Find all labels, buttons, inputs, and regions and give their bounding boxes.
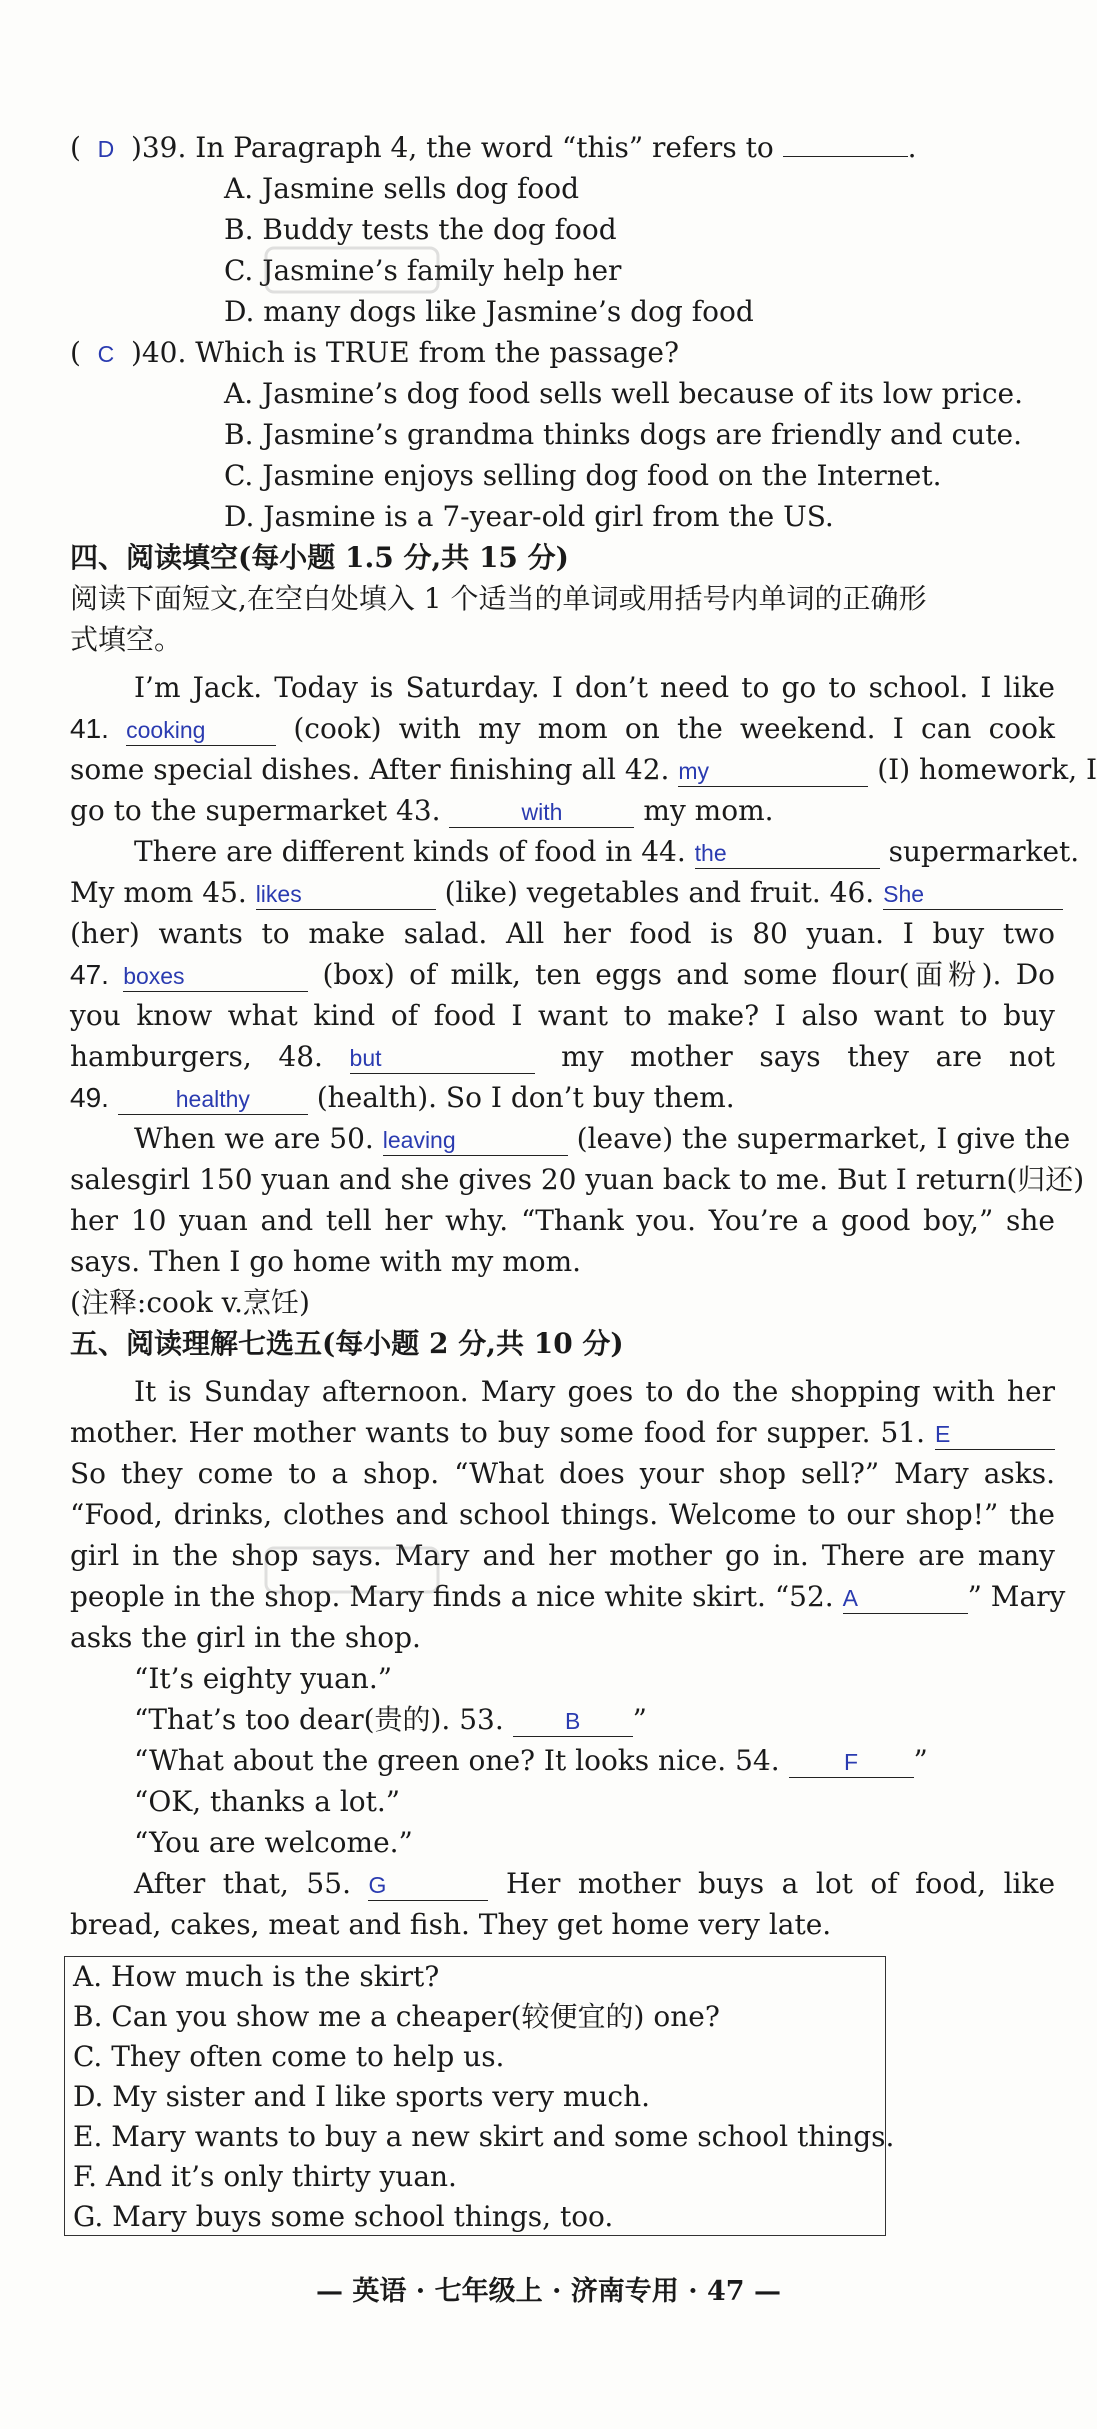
option-e: E. Mary wants to buy a new skirt and some school things. [73, 2120, 895, 2153]
passage-4-line-14: her 10 yuan and tell her why. “Thank you. You’re a good boy,” she [70, 1204, 1055, 1237]
section-4-instruction-2: 式填空。 [70, 623, 183, 656]
passage-4-line-12: When we are 50. leaving (leave) the supermarket, I give the [134, 1122, 1071, 1155]
answer-39: D [97, 136, 115, 162]
passage-4-line-10: hamburgers, 48. but my mother says they are not [70, 1040, 1055, 1073]
passage-4-line-13: salesgirl 150 yuan and she gives 20 yuan back to me. But I return(归还) [70, 1163, 1085, 1196]
q39-option-b: B. Buddy tests the dog food [224, 213, 617, 246]
blank-50: leaving [383, 1125, 568, 1156]
section-4-instruction-1: 阅读下面短文,在空白处填入 1 个适当的单词或用括号内单词的正确形 [70, 582, 927, 615]
blank-41: cooking [126, 715, 276, 746]
blank-39 [783, 156, 908, 157]
watermark-mark [262, 240, 442, 300]
passage-4-line-4: go to the supermarket 43. with my mom. [70, 794, 774, 827]
passage-4-note: (注释:cook v.烹饪) [70, 1286, 310, 1319]
passage-4-line-1: I’m Jack. Today is Saturday. I don’t need to go to school. I like [134, 671, 1055, 704]
blank-49: healthy [118, 1084, 308, 1115]
watermark-mark [262, 1540, 442, 1600]
passage-5-line-3: So they come to a shop. “What does your shop sell?” Mary asks. [70, 1457, 1055, 1490]
q40-option-b: B. Jasmine’s grandma thinks dogs are friendly and cute. [224, 418, 1022, 451]
passage-5-line-11: “OK, thanks a lot.” [134, 1785, 401, 1818]
passage-5-line-2: mother. Her mother wants to buy some food for supper. 51. E [70, 1412, 1055, 1453]
option-d: D. My sister and I like sports very much. [73, 2080, 651, 2113]
passage-5-line-8: “It’s eighty yuan.” [134, 1662, 393, 1695]
blank-47: boxes [123, 961, 308, 992]
q39-option-a: A. Jasmine sells dog food [224, 172, 580, 205]
blank-53: B [513, 1706, 633, 1737]
blank-52: A [843, 1583, 968, 1614]
passage-5-line-14: bread, cakes, meat and fish. They get home very late. [70, 1908, 832, 1941]
option-a: A. How much is the skirt? [73, 1960, 440, 1993]
section-5-title: 五、阅读理解七选五(每小题 2 分,共 10 分) [70, 1327, 624, 1360]
passage-5-line-6: people in the shop. Mary finds a nice white skirt. “52. A ” Mary [70, 1580, 1066, 1613]
answer-40: C [97, 341, 115, 367]
blank-45: likes [256, 879, 436, 910]
question-39-stem: ( D )39. In Paragraph 4, the word “this” refers to . [70, 127, 1055, 170]
passage-4-line-9: you know what kind of food I want to make? I also want to buy [70, 999, 1055, 1032]
blank-51: E [935, 1419, 1055, 1450]
passage-5-line-4: “Food, drinks, clothes and school things. Welcome to our shop!” the [70, 1498, 1055, 1531]
passage-5-line-9: “That’s too dear(贵的). 53. B ” [134, 1703, 647, 1736]
blank-55: G [368, 1870, 488, 1901]
passage-4-line-11: 49. healthy (health). So I don’t buy them. [70, 1081, 735, 1114]
blank-42: my [678, 756, 868, 787]
passage-5-line-13: After that, 55. G Her mother buys a lot of food, like [134, 1867, 1056, 1900]
passage-5-line-12: “You are welcome.” [134, 1826, 413, 1859]
page-footer: — 英语 · 七年级上 · 济南专用 · 47 — [316, 2276, 781, 2307]
passage-5-line-10: “What about the green one? It looks nice. 54. F ” [134, 1744, 928, 1777]
q40-option-c: C. Jasmine enjoys selling dog food on the Internet. [224, 459, 942, 492]
blank-44: the [695, 838, 880, 869]
section-4-title: 四、阅读填空(每小题 1.5 分,共 15 分) [70, 541, 569, 574]
blank-48: but [350, 1043, 535, 1074]
option-b: B. Can you show me a cheaper(较便宜的) one? [73, 2000, 720, 2033]
q39-option-c: C. Jasmine’s family help her [224, 254, 622, 287]
question-40-stem: ( C )40. Which is TRUE from the passage? [70, 332, 1055, 375]
option-f: F. And it’s only thirty yuan. [73, 2160, 457, 2193]
passage-5-line-5: girl in the shop says. Mary and her mother go in. There are many [70, 1539, 1055, 1572]
passage-4-line-3: some special dishes. After finishing all 42. my (I) homework, I [70, 753, 1097, 786]
passage-4-line-15: says. Then I go home with my mom. [70, 1245, 582, 1278]
passage-5-line-1: It is Sunday afternoon. Mary goes to do the shopping with her [134, 1375, 1055, 1408]
blank-43: with [449, 797, 634, 828]
option-c: C. They often come to help us. [73, 2040, 505, 2073]
passage-4-line-7: (her) wants to make salad. All her food is 80 yuan. I buy two [70, 917, 1055, 950]
passage-4-line-2: 41. cooking (cook) with my mom on the weekend. I can cook [70, 712, 1055, 745]
option-g: G. Mary buys some school things, too. [73, 2200, 614, 2233]
passage-4-line-6: My mom 45. likes (like) vegetables and fruit. 46. She [70, 872, 1055, 913]
q40-option-d: D. Jasmine is a 7-year-old girl from the US. [224, 500, 834, 533]
blank-54: F [789, 1747, 914, 1778]
q40-option-a: A. Jasmine’s dog food sells well because of its low price. [224, 377, 1023, 410]
passage-4-line-8: 47. boxes (box) of milk, ten eggs and some flour(面粉). Do [70, 958, 1055, 991]
blank-46: She [883, 879, 1063, 910]
passage-4-line-5: There are different kinds of food in 44. the supermarket. [134, 835, 1080, 868]
passage-5-line-7: asks the girl in the shop. [70, 1621, 421, 1654]
options-box [64, 1956, 895, 2236]
q39-option-d: D. many dogs like Jasmine’s dog food [224, 295, 754, 328]
